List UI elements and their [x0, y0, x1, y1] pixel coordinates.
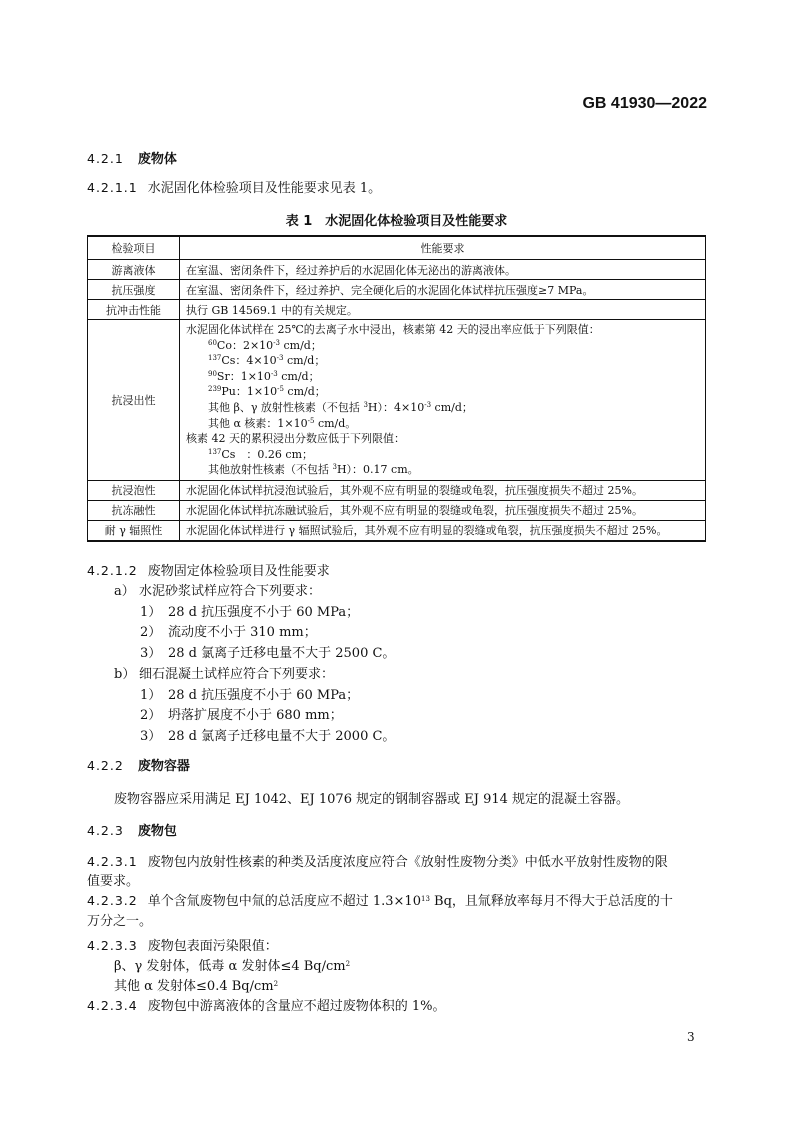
- sub-item: 1） 28 d 抗压强度不小于 60 MPa；: [140, 605, 360, 620]
- row-requirement-leaching: [180, 320, 706, 481]
- row-item: 抗浸出性: [88, 320, 180, 481]
- table-row: [88, 260, 706, 280]
- row-item: 耐 γ 辐照性: [88, 520, 180, 541]
- table-row-leaching: [88, 320, 706, 481]
- leach-rate-pu239: $^{239}$Pu：$1\times 10^{-5}$ cm/d；: [208, 385, 326, 399]
- leach-rate-other-alpha: 其他 α 核素：$1\times 10^{-5}$ cm/d。: [208, 416, 357, 430]
- sub-item: 1） 28 d 抗压强度不小于 60 MPa；: [140, 688, 360, 703]
- clause-continuation: 值要求。: [87, 874, 140, 889]
- leach-cumulative-intro: 核素 42 天的累积浸出分数应低于下列限值：: [186, 432, 405, 446]
- clause-4-2-1-2: [87, 560, 330, 579]
- section-title: 废物包: [137, 824, 177, 839]
- section-heading-4-2-3: [87, 820, 177, 839]
- row-requirement: 水泥固化体试样进行 γ 辐照试验后，其外观不应有明显的裂缝或龟裂，抗压强度损失不超过 25%。: [180, 520, 706, 541]
- table-caption: 表 1 水泥固化体检验项目及性能要求: [285, 214, 508, 229]
- table-row: [88, 520, 706, 541]
- list-item-b: [114, 663, 334, 682]
- section-number: 4.2.1: [87, 151, 124, 166]
- table-header-item: 检验项目: [88, 236, 180, 260]
- sub-item: 2） 流动度不小于 310 mm；: [140, 625, 317, 640]
- clause-4-2-3-3: [87, 935, 278, 954]
- clause-text: 废物包内放射性核素的种类及活度浓度应符合《放射性废物分类》中低水平放射性废物的限: [147, 855, 668, 870]
- clause-4-2-3-4: [87, 995, 446, 1014]
- list-label: b）: [114, 667, 136, 682]
- clause-4-2-1-1: [87, 177, 381, 196]
- clause-4-2-3-2: 4.2.3.2 单个含氚废物包中氚的总活度应不超过 $1.3\times 10^{13}$ Bq，且氚释放率每月不得大于总活度的十: [87, 893, 673, 909]
- section-number: 4.2.3: [87, 823, 124, 838]
- row-requirement: 执行 GB 14569.1 中的有关规定。: [180, 300, 706, 320]
- list-label: a）: [114, 584, 135, 599]
- table-header-row: [88, 236, 706, 260]
- leach-intro: 水泥固化体试样在 25℃的去离子水中浸出，核素第 42 天的浸出率应低于下列限值：: [186, 323, 600, 336]
- table-cement-solidified: [87, 235, 706, 542]
- limit-beta-gamma: β、γ 发射体，低毒 α 发射体≤4 $Bq/cm^2$: [114, 959, 351, 974]
- row-item: 抗压强度: [88, 280, 180, 300]
- row-requirement: 水泥固化体试样抗浸泡试验后，其外观不应有明显的裂缝或龟裂，抗压强度损失不超过 25%。: [180, 480, 706, 500]
- sub-item: 3） 28 d 氯离子迁移电量不大于 2500 C。: [140, 646, 396, 661]
- clause-continuation: 万分之一。: [87, 914, 153, 929]
- row-item: 抗浸泡性: [88, 480, 180, 500]
- leach-rate-co60: $^{60}$Co：$2\times 10^{-3}$ cm/d；: [208, 338, 322, 352]
- leach-cumulative-other: 其他放射性核素（不包括 $^3$H）：0.17 cm。: [208, 463, 419, 477]
- table-row: [88, 300, 706, 320]
- table-row: [88, 480, 706, 500]
- row-requirement: 水泥固化体试样抗冻融试验后，其外观不应有明显的裂缝或龟裂，抗压强度损失不超过 25%。: [180, 500, 706, 520]
- paragraph-containers: 废物容器应采用满足 EJ 1042、EJ 1076 规定的钢制容器或 EJ 914 规定的混凝土容器。: [114, 792, 630, 807]
- row-requirement: 在室温、密闭条件下，经过养护后的水泥固化体无泌出的游离液体。: [180, 260, 706, 280]
- standard-code: GB 41930—2022: [582, 95, 707, 112]
- leach-rate-other-beta-gamma: 其他 β、γ 放射性核素（不包括 $^3$H）：$4\times 10^{-3}$ cm/d；: [208, 400, 473, 414]
- clause-text: 废物包中游离液体的含量应不超过废物体积的 1%。: [147, 999, 446, 1014]
- clause-4-2-3-1: [87, 851, 668, 870]
- row-item: 抗冲击性能: [88, 300, 180, 320]
- section-title: 废物体: [137, 152, 177, 167]
- section-number: 4.2.2: [87, 758, 124, 773]
- clause-text: 废物固定体检验项目及性能要求: [147, 564, 330, 579]
- clause-text: 水泥固化体检验项目及性能要求见表 1。: [147, 181, 382, 196]
- leach-rate-sr90: $^{90}$Sr：$1\times 10^{-3}$ cm/d；: [208, 369, 320, 383]
- list-text: 水泥砂浆试样应符合下列要求：: [139, 584, 322, 599]
- table-row: [88, 500, 706, 520]
- section-heading-4-2-1: [87, 148, 177, 167]
- section-heading-4-2-2: [87, 755, 190, 774]
- section-title: 废物容器: [137, 759, 190, 774]
- clause-number: 4.2.3.3: [87, 938, 138, 953]
- limit-other-alpha: 其他 α 发射体≤0.4 $Bq/cm^2$: [114, 979, 279, 994]
- clause-number: 4.2.1.1: [87, 180, 138, 195]
- row-item: 抗冻融性: [88, 500, 180, 520]
- table-row: [88, 280, 706, 300]
- clause-text: 废物包表面污染限值：: [147, 939, 278, 954]
- clause-number: 4.2.1.2: [87, 563, 138, 578]
- list-item-a: [114, 580, 321, 599]
- sub-item: 2） 坍落扩展度不小于 680 mm；: [140, 708, 343, 723]
- clause-number: 4.2.3.1: [87, 854, 138, 869]
- list-text: 细石混凝土试样应符合下列要求：: [139, 667, 335, 682]
- leach-cumulative-cs137: $^{137}$Cs ：0.26 cm；: [208, 447, 314, 461]
- clause-number: 4.2.3.2: [87, 893, 138, 908]
- leach-rate-cs137: $^{137}$Cs：$4\times 10^{-3}$ cm/d；: [208, 354, 326, 368]
- row-requirement: 在室温、密闭条件下，经过养护、完全硬化后的水泥固化体试样抗压强度≥7 MPa。: [180, 280, 706, 300]
- table-header-req: 性能要求: [180, 236, 706, 260]
- page-number: 3: [687, 1030, 695, 1044]
- sub-item: 3） 28 d 氯离子迁移电量不大于 2000 C。: [140, 729, 396, 744]
- row-item: 游离液体: [88, 260, 180, 280]
- clause-number: 4.2.3.4: [87, 998, 138, 1013]
